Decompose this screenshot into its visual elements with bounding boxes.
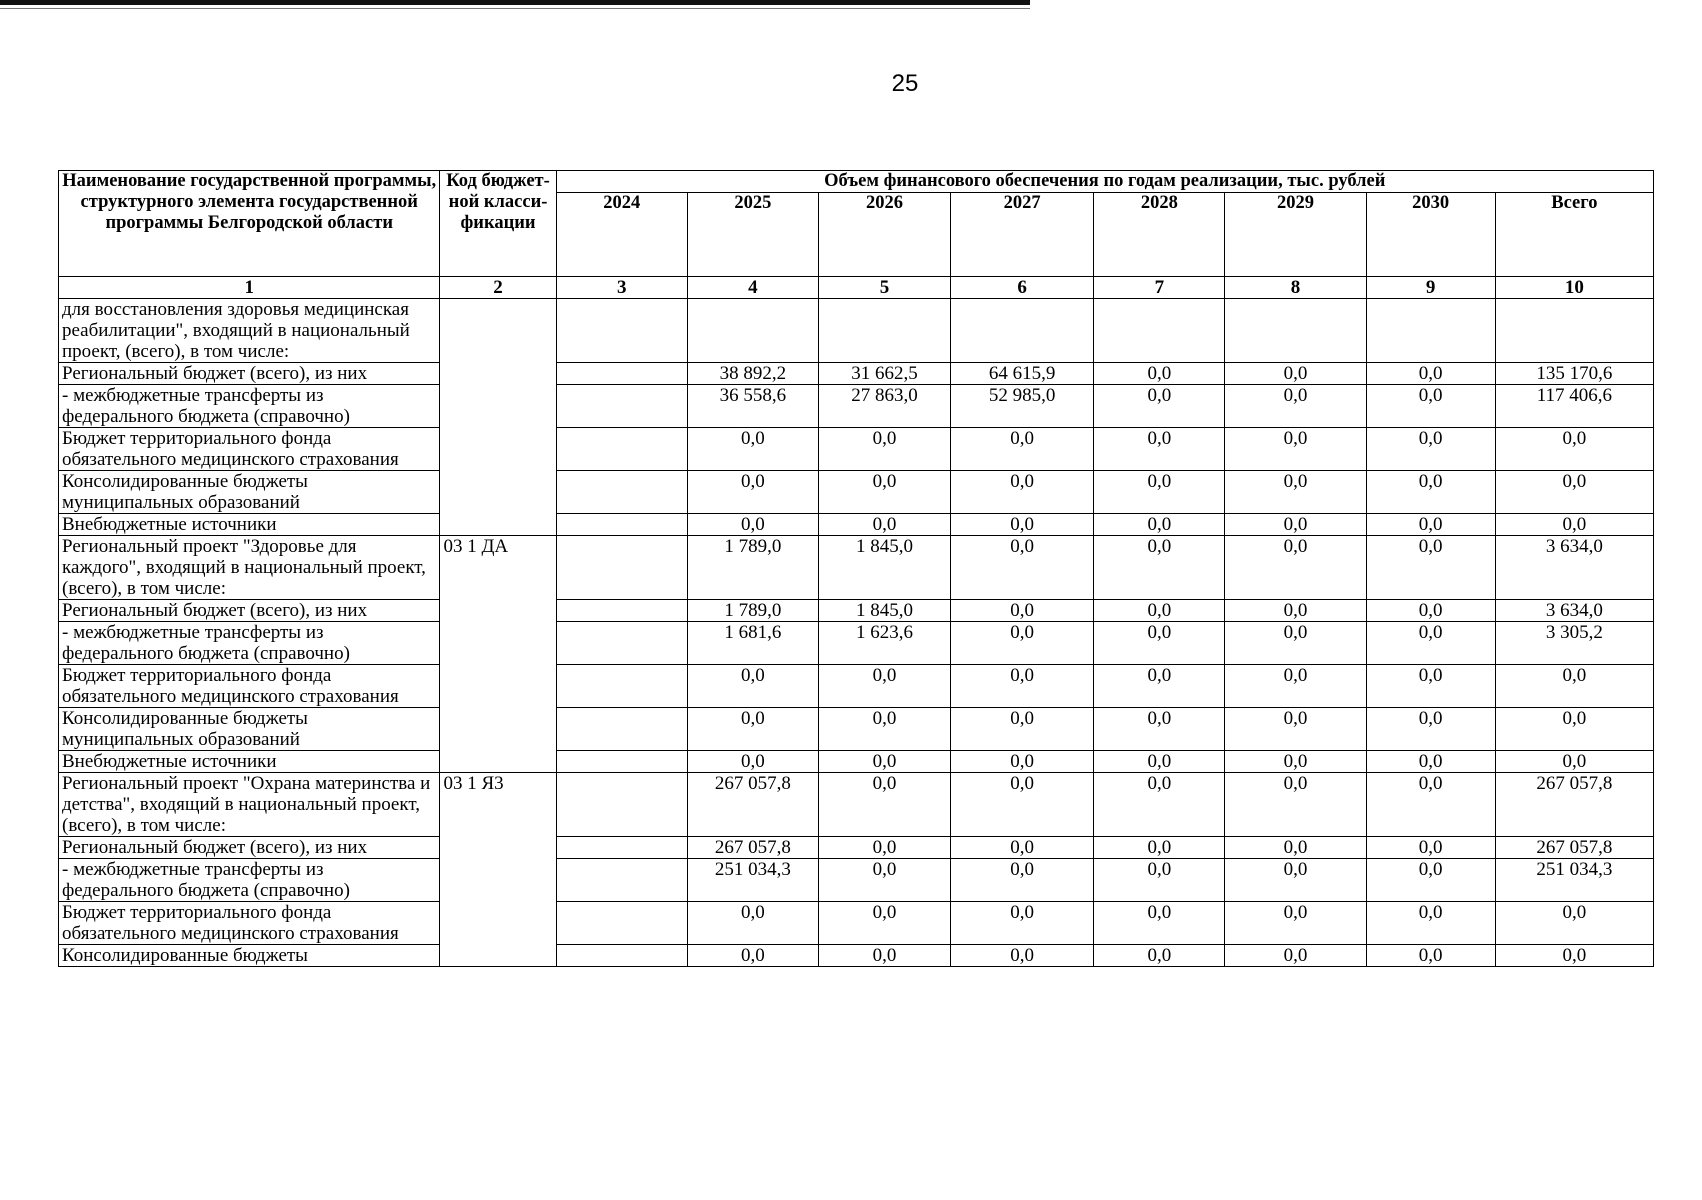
- year-value: 0,0: [1366, 536, 1495, 600]
- year-value: 0,0: [1366, 514, 1495, 536]
- year-value: 0,0: [818, 859, 950, 902]
- year-value: 0,0: [1366, 471, 1495, 514]
- year-value: 0,0: [818, 428, 950, 471]
- year-value: [687, 299, 818, 363]
- total-value: 0,0: [1495, 945, 1653, 967]
- row-name: Бюджет территориального фонда обязательного медицинского страхования: [59, 902, 440, 945]
- year-value: [951, 299, 1094, 363]
- row-name: Региональный проект "Здоровье для каждого", входящий в национальный проект, (всего), в том числе:: [59, 536, 440, 600]
- column-number: 8: [1225, 277, 1366, 299]
- table-row: [59, 902, 1654, 945]
- year-value: 0,0: [951, 751, 1094, 773]
- row-name: - межбюджетные трансферты из федерального бюджета (справочно): [59, 622, 440, 665]
- table-row: [59, 536, 1654, 600]
- year-value: [556, 859, 687, 902]
- total-value: 0,0: [1495, 902, 1653, 945]
- column-number: 5: [818, 277, 950, 299]
- year-value: [1366, 299, 1495, 363]
- year-value: 0,0: [1094, 708, 1225, 751]
- row-name: Бюджет территориального фонда обязательного медицинского страхования: [59, 665, 440, 708]
- year-value: 0,0: [818, 708, 950, 751]
- year-value: 0,0: [1366, 363, 1495, 385]
- total-value: 267 057,8: [1495, 837, 1653, 859]
- year-value: [556, 514, 687, 536]
- scan-top-edge-thin: [0, 8, 1030, 9]
- year-value: 0,0: [951, 428, 1094, 471]
- table-row: [59, 859, 1654, 902]
- year-value: 0,0: [1225, 859, 1366, 902]
- year-value: 0,0: [818, 837, 950, 859]
- year-value: 0,0: [687, 902, 818, 945]
- year-value: 0,0: [1094, 751, 1225, 773]
- table-row: [59, 773, 1654, 837]
- year-value: 0,0: [951, 622, 1094, 665]
- header-year: 2030: [1366, 193, 1495, 277]
- year-value: [556, 536, 687, 600]
- year-value: 0,0: [1366, 859, 1495, 902]
- table-row: [59, 622, 1654, 665]
- year-value: [556, 773, 687, 837]
- year-value: 0,0: [1225, 945, 1366, 967]
- table-row: [59, 751, 1654, 773]
- column-number: 6: [951, 277, 1094, 299]
- row-name: Региональный проект "Охрана материнства и детства", входящий в национальный проект, (всего), в том числе:: [59, 773, 440, 837]
- year-value: 38 892,2: [687, 363, 818, 385]
- year-value: 52 985,0: [951, 385, 1094, 428]
- year-value: [556, 622, 687, 665]
- header-year: 2028: [1094, 193, 1225, 277]
- year-value: 1 789,0: [687, 536, 818, 600]
- year-value: 0,0: [1094, 514, 1225, 536]
- year-value: 0,0: [1225, 837, 1366, 859]
- year-value: 0,0: [1366, 902, 1495, 945]
- year-value: 0,0: [687, 945, 818, 967]
- year-value: 267 057,8: [687, 773, 818, 837]
- year-value: [1094, 299, 1225, 363]
- total-value: 0,0: [1495, 708, 1653, 751]
- total-value: 0,0: [1495, 751, 1653, 773]
- year-value: [1225, 299, 1366, 363]
- year-value: 0,0: [1225, 751, 1366, 773]
- year-value: 0,0: [1225, 471, 1366, 514]
- row-name: Региональный бюджет (всего), из них: [59, 837, 440, 859]
- year-value: 0,0: [1225, 536, 1366, 600]
- budget-code: 03 1 Я3: [440, 773, 556, 967]
- year-value: [556, 902, 687, 945]
- year-value: 0,0: [1094, 363, 1225, 385]
- year-value: [556, 363, 687, 385]
- year-value: 0,0: [951, 514, 1094, 536]
- year-value: 36 558,6: [687, 385, 818, 428]
- year-value: [818, 299, 950, 363]
- row-name: для восстановления здоровья медицинская реабилитации", входящий в национальный проект, (всего), в том числе:: [59, 299, 440, 363]
- row-name: Консолидированные бюджеты муниципальных образований: [59, 708, 440, 751]
- table-row: [59, 428, 1654, 471]
- year-value: 0,0: [1366, 837, 1495, 859]
- row-name: Внебюджетные источники: [59, 514, 440, 536]
- header-year: 2027: [951, 193, 1094, 277]
- year-value: [556, 428, 687, 471]
- year-value: 251 034,3: [687, 859, 818, 902]
- year-value: 0,0: [1366, 945, 1495, 967]
- total-value: 3 305,2: [1495, 622, 1653, 665]
- year-value: [556, 751, 687, 773]
- year-value: 0,0: [1225, 902, 1366, 945]
- year-value: 0,0: [687, 708, 818, 751]
- row-name: - межбюджетные трансферты из федерального бюджета (справочно): [59, 859, 440, 902]
- year-value: 0,0: [1366, 708, 1495, 751]
- header-total: Всего: [1495, 193, 1653, 277]
- year-value: 0,0: [687, 751, 818, 773]
- year-value: 0,0: [951, 945, 1094, 967]
- table-row: [59, 945, 1654, 967]
- year-value: 0,0: [1366, 773, 1495, 837]
- column-number: 9: [1366, 277, 1495, 299]
- column-number: 4: [687, 277, 818, 299]
- year-value: 0,0: [1366, 428, 1495, 471]
- year-value: 0,0: [818, 514, 950, 536]
- column-number: 7: [1094, 277, 1225, 299]
- year-value: 0,0: [1094, 665, 1225, 708]
- year-value: 267 057,8: [687, 837, 818, 859]
- year-value: 0,0: [818, 945, 950, 967]
- year-value: 1 623,6: [818, 622, 950, 665]
- year-value: [556, 945, 687, 967]
- year-value: 0,0: [951, 837, 1094, 859]
- row-name: Бюджет территориального фонда обязательного медицинского страхования: [59, 428, 440, 471]
- column-number: 2: [440, 277, 556, 299]
- year-value: 0,0: [1366, 665, 1495, 708]
- header-year: 2024: [556, 193, 687, 277]
- header-year: 2026: [818, 193, 950, 277]
- column-number-row: [59, 277, 1654, 299]
- year-value: 0,0: [1225, 708, 1366, 751]
- year-value: 0,0: [818, 471, 950, 514]
- year-value: 0,0: [1094, 385, 1225, 428]
- total-value: [1495, 299, 1653, 363]
- row-name: Консолидированные бюджеты муниципальных образований: [59, 471, 440, 514]
- total-value: 267 057,8: [1495, 773, 1653, 837]
- year-value: 0,0: [1094, 536, 1225, 600]
- year-value: 0,0: [1094, 859, 1225, 902]
- year-value: 0,0: [1094, 837, 1225, 859]
- year-value: 0,0: [1225, 622, 1366, 665]
- header-financing-group: Объем финансового обеспечения по годам реализации, тыс. рублей: [556, 171, 1653, 193]
- year-value: 0,0: [951, 471, 1094, 514]
- year-value: 0,0: [818, 665, 950, 708]
- year-value: 0,0: [1225, 600, 1366, 622]
- year-value: [556, 665, 687, 708]
- year-value: 0,0: [1366, 600, 1495, 622]
- year-value: 0,0: [818, 902, 950, 945]
- total-value: 3 634,0: [1495, 600, 1653, 622]
- total-value: 0,0: [1495, 665, 1653, 708]
- row-name: Региональный бюджет (всего), из них: [59, 363, 440, 385]
- year-value: 0,0: [687, 428, 818, 471]
- total-value: 0,0: [1495, 514, 1653, 536]
- year-value: [556, 600, 687, 622]
- year-value: 31 662,5: [818, 363, 950, 385]
- year-value: 0,0: [1094, 773, 1225, 837]
- total-value: 0,0: [1495, 428, 1653, 471]
- row-name: Региональный бюджет (всего), из них: [59, 600, 440, 622]
- year-value: 0,0: [687, 665, 818, 708]
- year-value: [556, 385, 687, 428]
- year-value: 0,0: [951, 600, 1094, 622]
- row-name: Консолидированные бюджеты: [59, 945, 440, 967]
- year-value: 1 845,0: [818, 536, 950, 600]
- year-value: 0,0: [1225, 514, 1366, 536]
- year-value: 0,0: [687, 471, 818, 514]
- year-value: 0,0: [951, 665, 1094, 708]
- budget-code: [440, 299, 556, 536]
- total-value: 117 406,6: [1495, 385, 1653, 428]
- table-row: [59, 665, 1654, 708]
- table-row: [59, 514, 1654, 536]
- year-value: [556, 471, 687, 514]
- year-value: 0,0: [1225, 428, 1366, 471]
- row-name: Внебюджетные источники: [59, 751, 440, 773]
- year-value: 0,0: [818, 773, 950, 837]
- year-value: [556, 708, 687, 751]
- year-value: 0,0: [1225, 773, 1366, 837]
- table-row: [59, 600, 1654, 622]
- year-value: 0,0: [1366, 385, 1495, 428]
- year-value: 1 845,0: [818, 600, 950, 622]
- header-code-column: Код бюджет-ной класси-фикации: [440, 171, 556, 277]
- column-number: 3: [556, 277, 687, 299]
- year-value: 64 615,9: [951, 363, 1094, 385]
- table-row: [59, 471, 1654, 514]
- year-value: 0,0: [1094, 428, 1225, 471]
- year-value: 0,0: [951, 708, 1094, 751]
- total-value: 0,0: [1495, 471, 1653, 514]
- column-number: 1: [59, 277, 440, 299]
- year-value: 0,0: [1225, 665, 1366, 708]
- table-row: [59, 299, 1654, 363]
- year-value: 0,0: [951, 859, 1094, 902]
- year-value: [556, 299, 687, 363]
- total-value: 135 170,6: [1495, 363, 1653, 385]
- year-value: 0,0: [687, 514, 818, 536]
- year-value: 0,0: [1225, 363, 1366, 385]
- header-name-column: Наименование государственной программы, структурного элемента государственной программы Белгородской области: [59, 171, 440, 277]
- page-number: 25: [891, 70, 919, 97]
- year-value: 0,0: [1366, 751, 1495, 773]
- table-row: [59, 363, 1654, 385]
- year-value: 0,0: [1094, 902, 1225, 945]
- year-value: 0,0: [951, 773, 1094, 837]
- header-row-group: [59, 171, 1654, 193]
- total-value: 3 634,0: [1495, 536, 1653, 600]
- table-row: [59, 708, 1654, 751]
- year-value: 0,0: [1366, 622, 1495, 665]
- year-value: 1 681,6: [687, 622, 818, 665]
- year-value: [556, 837, 687, 859]
- header-year: 2029: [1225, 193, 1366, 277]
- table-row: [59, 385, 1654, 428]
- year-value: 0,0: [1094, 600, 1225, 622]
- year-value: 0,0: [1094, 945, 1225, 967]
- financing-table: [58, 170, 1654, 967]
- year-value: 27 863,0: [818, 385, 950, 428]
- year-value: 1 789,0: [687, 600, 818, 622]
- table-row: [59, 837, 1654, 859]
- total-value: 251 034,3: [1495, 859, 1653, 902]
- year-value: 0,0: [951, 902, 1094, 945]
- budget-code: 03 1 ДА: [440, 536, 556, 773]
- year-value: 0,0: [1094, 622, 1225, 665]
- year-value: 0,0: [1094, 471, 1225, 514]
- year-value: 0,0: [818, 751, 950, 773]
- scan-top-edge: [0, 0, 1030, 5]
- year-value: 0,0: [1225, 385, 1366, 428]
- year-value: 0,0: [951, 536, 1094, 600]
- row-name: - межбюджетные трансферты из федерального бюджета (справочно): [59, 385, 440, 428]
- column-number: 10: [1495, 277, 1653, 299]
- header-year: 2025: [687, 193, 818, 277]
